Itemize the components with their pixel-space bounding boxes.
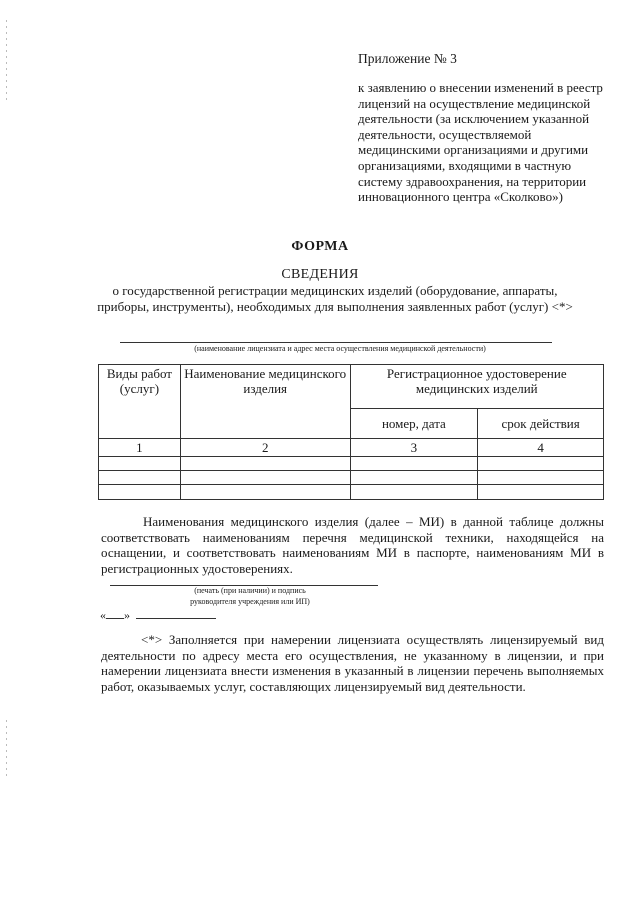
licensee-caption: (наименование лицензиата и адрес места осуществления медицинской деятельности) xyxy=(194,344,486,353)
appendix-text: к заявлению о внесении изменений в реестр лицензий на осуществление медицинской деятельности (за исключением указанной деятельности, осуществляемой медицинскими организациями и другими организациями, входящими в частную систему здравоохранения, на территории инновационного центра «Сколково») xyxy=(358,80,603,205)
signature-caption-line1: (печать (при наличии) и подпись xyxy=(194,586,306,595)
info-subtitle: о государственной регистрации медицинских изделий (оборудование, аппараты, приборы, инструменты), необходимых для выполнения заявленных работ (услуг) <*> xyxy=(97,283,573,314)
header-work-types: Виды работ (услуг) xyxy=(99,365,181,439)
registration-table xyxy=(98,364,604,500)
table-row xyxy=(99,471,604,485)
signature-caption xyxy=(160,586,340,607)
col-number-2: 2 xyxy=(180,439,350,457)
header-validity: срок действия xyxy=(478,409,604,439)
col-number-3: 3 xyxy=(350,439,478,457)
footnote: <*> Заполняется при намерении лицензиата осуществлять лицензируемый вид деятельности по адресу места его осуществления, не указанному в лицензии, и при намерении лицензиата внести изменения в указанный в лицензии перечень выполняемых работ, оказываемых услуг, составляющих лицензируемый вид деятельности. xyxy=(101,632,604,694)
form-title: ФОРМА xyxy=(291,239,349,254)
month-year-blank xyxy=(136,618,216,619)
col-number-4: 4 xyxy=(478,439,604,457)
date-close-quote: » xyxy=(124,608,130,622)
date-line xyxy=(100,608,216,623)
signature-caption-line2: руководителя учреждения или ИП) xyxy=(190,596,310,606)
header-device-name: Наименование медицинского изделия xyxy=(180,365,350,439)
table-row xyxy=(99,457,604,471)
col-number-1: 1 xyxy=(99,439,181,457)
header-number-date: номер, дата xyxy=(350,409,478,439)
table-row xyxy=(99,485,604,500)
scan-margin-mark xyxy=(6,20,7,100)
naming-paragraph: Наименования медицинского изделия (далее – МИ) в данной таблице должны соответствовать наименованиям перечня медицинской техники, находящейся на оснащении, и соответствовать наименованиям МИ в паспорте, наименованиям МИ в регистрационных удостоверениях. xyxy=(101,514,604,576)
scan-margin-mark xyxy=(6,720,7,780)
info-title: СВЕДЕНИЯ xyxy=(281,267,359,282)
table-row-numbers xyxy=(99,439,604,457)
date-open-quote: « xyxy=(100,608,106,622)
header-registration: Регистрационное удостоверение медицинских изделий xyxy=(350,365,603,409)
licensee-underline xyxy=(120,342,552,343)
day-blank xyxy=(106,618,124,619)
appendix-title: Приложение № 3 xyxy=(358,51,457,66)
